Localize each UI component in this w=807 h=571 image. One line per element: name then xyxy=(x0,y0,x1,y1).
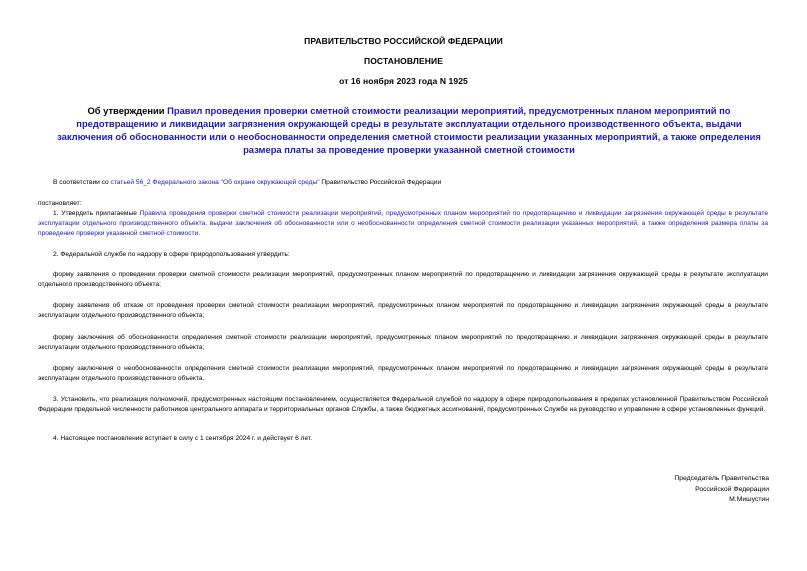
preamble-after: Правительство Российской Федерации xyxy=(319,179,442,186)
item-4: 4. Настоящее постановление вступает в силу с 1 сентября 2024 г. и действует 6 лет. xyxy=(53,435,313,442)
rules-title-link[interactable]: Правил проведения проверки сметной стоимости реализации мероприятий, предусмотренных планом мероприятий по предотвращению и ликвидации загрязнения окружающей среды в результате эксплуатации отдельного производственного объекта, выдачи заключения об обоснованности или о необоснованности определения сметной стоимости реализации указанных мероприятий, а также определения размера платы за проведение проверки указанной сметной стоимости xyxy=(57,105,761,155)
document-title xyxy=(52,104,766,156)
signature-name: М.Мишустин xyxy=(729,496,769,504)
decrees-word: постановляет: xyxy=(38,200,82,207)
signature-position-line-2: Российской Федерации xyxy=(695,485,769,493)
federal-law-link[interactable]: статьей 56_2 Федерального закона "Об охране окружающей среды" xyxy=(110,179,320,186)
item-2-form-3: форму заключения об обоснованности определения сметной стоимости реализации мероприятий, предусмотренных планом мероприятий по предотвращению и ликвидации загрязнения окружающей среды в результате эксплуатации отдельного производственного объекта; xyxy=(38,334,768,352)
preamble xyxy=(38,178,768,188)
item-2-form-4: форму заключения о необоснованности определения сметной стоимости реализации мероприятий, предусмотренных планом мероприятий по предотвращению и ликвидации загрязнения окружающей среды в результате эксплуатации отдельного производственного объекта. xyxy=(38,365,768,383)
item-2-form-1: форму заявления о проведении проверки сметной стоимости реализации мероприятий, предусмотренных планом мероприятий по предотвращению и ликвидации загрязнения окружающей среды в результате эксплуатации отдельного производственного объекта; xyxy=(38,271,768,289)
item-1-after: . xyxy=(198,230,201,238)
rules-link[interactable]: Правила проведения проверки сметной стоимости реализации мероприятий, предусмотренных планом мероприятий по предотвращению и ликвидации загрязнения окружающей среды в результате эксплуатации отдельного производственного объекта, выдачи заключения об обоснованности или о необоснованности определения сметной стоимости реализации указанных мероприятий, а также определения размера платы за проведение проверки указанной сметной стоимости xyxy=(38,210,768,238)
item-2-form-2: форму заявления об отказе от проведения проверки сметной стоимости реализации мероприятий, предусмотренных планом мероприятий по предотвращению и ликвидации загрязнения окружающей среды в результате эксплуатации отдельного производственного объекта; xyxy=(38,302,768,320)
item-3: 3. Установить, что реализация полномочий, предусмотренных настоящим постановлением, осуществляется Федеральной службой по надзору в сфере природопользования в пределах установленной Правительством Российской Федерации предельной численности работников центрального аппарата и территориальных органов Службы, а также бюджетных ассигнований, предусмотренных Службе на руководство и управление в сфере установленных функций. xyxy=(38,396,768,414)
title-prefix: Об утверждении xyxy=(87,105,168,116)
government-heading: ПРАВИТЕЛЬСТВО РОССИЙСКОЙ ФЕДЕРАЦИИ xyxy=(304,36,503,46)
date-number-heading: от 16 ноября 2023 года N 1925 xyxy=(339,76,468,86)
signature-block xyxy=(469,474,769,506)
item-1 xyxy=(38,209,768,240)
item-2-intro: 2. Федеральной службе по надзору в сфере природопользования утвердить: xyxy=(53,251,290,258)
preamble-before: В соответствии со xyxy=(53,179,111,186)
document-type-heading: ПОСТАНОВЛЕНИЕ xyxy=(364,56,443,66)
item-1-before: 1. Утвердить прилагаемые xyxy=(53,210,140,217)
signature-position-line-1: Председатель Правительства xyxy=(674,475,769,482)
